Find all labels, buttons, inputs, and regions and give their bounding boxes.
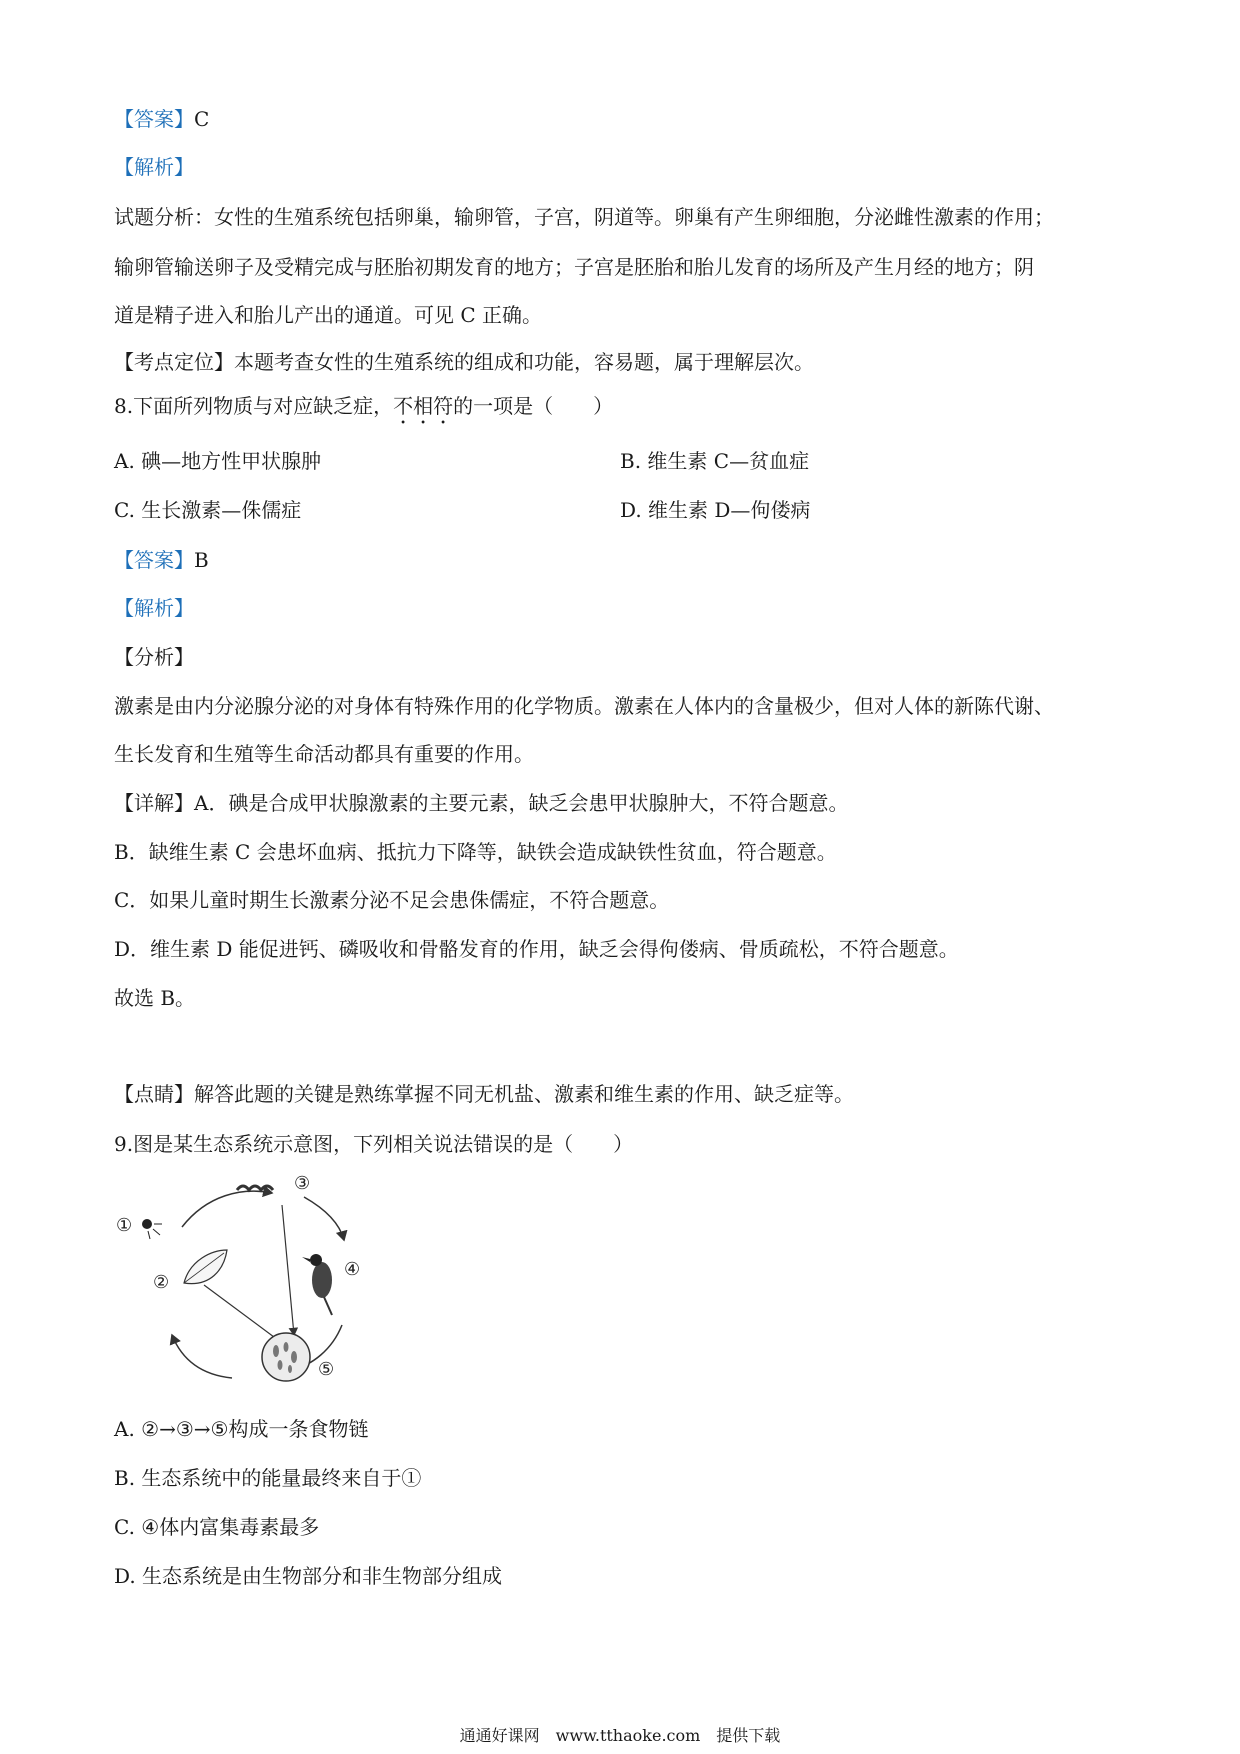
- answer-tag: 【答案】: [114, 548, 194, 572]
- answer-value: C: [194, 107, 210, 131]
- ecosystem-diagram: [112, 1165, 372, 1395]
- cycle-arrow: [172, 1335, 232, 1378]
- q8-stem-after: 的一项是（ ）: [453, 394, 614, 418]
- q8-fenxi-line: 激素是由内分泌腺分泌的对身体有特殊作用的化学物质。激素在人体内的含量极少，但对人体的新陈代谢、: [114, 694, 1054, 718]
- q8-fenxi-line: 生长发育和生殖等生命活动都具有重要的作用。: [114, 742, 534, 766]
- q8-analysis-tag: 【解析】: [114, 596, 194, 620]
- q7-analysis-tag: 【解析】: [114, 155, 194, 179]
- q8-detail-line: C．如果儿童时期生长激素分泌不足会患侏儒症，不符合题意。: [114, 888, 670, 912]
- sun-icon: [142, 1219, 152, 1229]
- answer-tag: 【答案】: [114, 107, 194, 131]
- q8-fenxi-tag: 【分析】: [114, 645, 194, 669]
- q8-option-d: D. 维生素 D—佝偻病: [620, 498, 811, 522]
- q8-dianjing-line: 【点睛】解答此题的关键是熟练掌握不同无机盐、激素和维生素的作用、缺乏症等。: [114, 1082, 854, 1106]
- q7-answer-line: [114, 105, 209, 133]
- q9-option-c: C. ④体内富集毒素最多: [114, 1515, 320, 1539]
- q8-stem: [114, 392, 613, 429]
- q8-detail-line: B．缺维生素 C 会患坏血病、抵抗力下降等，缺铁会造成缺铁性贫血，符合题意。: [114, 840, 837, 864]
- q9-option-a: A. ②→③→⑤构成一条食物链: [114, 1417, 369, 1441]
- cycle-arrow: [182, 1191, 272, 1227]
- q9-stem: 9.图是某生态系统示意图，下列相关说法错误的是（ ）: [114, 1132, 634, 1156]
- q7-point-line: 【考点定位】本题考查女性的生殖系统的组成和功能，容易题，属于理解层次。: [114, 350, 814, 374]
- q8-stem-before: 8.下面所列物质与对应缺乏症，: [114, 394, 394, 418]
- q9-option-b: B. 生态系统中的能量最终来自于①: [114, 1466, 422, 1490]
- q8-option-b: B. 维生素 C—贫血症: [620, 449, 810, 473]
- answer-value: B: [194, 548, 209, 572]
- decomposer-icon: [262, 1333, 310, 1381]
- q7-analysis-line: 道是精子进入和胎儿产出的通道。可见 C 正确。: [114, 303, 543, 327]
- q8-option-c: C. 生长激素—侏儒症: [114, 498, 302, 522]
- bird-icon: [302, 1254, 332, 1315]
- q8-detail-line: D．维生素 D 能促进钙、磷吸收和骨骼发育的作用，缺乏会得佝偻病、骨质疏松，不符合题意。: [114, 937, 959, 961]
- flow-arrow: [204, 1285, 282, 1343]
- label-2: ②: [153, 1272, 170, 1293]
- q8-detail-line: 【详解】A．碘是合成甲状腺激素的主要元素，缺乏会患甲状腺肿大，不符合题意。: [114, 791, 849, 815]
- cycle-arrow: [304, 1197, 344, 1240]
- q8-stem-emphasis: 不相符: [393, 394, 454, 418]
- q7-analysis-line: 输卵管输送卵子及受精完成与胚胎初期发育的地方；子宫是胚胎和胎儿发育的场所及产生月经的地方；阴: [114, 255, 1034, 279]
- label-4: ④: [344, 1259, 361, 1280]
- flow-arrow: [282, 1205, 294, 1335]
- q8-detail-line: 故选 B。: [114, 986, 196, 1010]
- q9-option-d: D. 生态系统是由生物部分和非生物部分组成: [114, 1564, 503, 1588]
- page-footer: 通通好课网 www.tthaoke.com 提供下载: [459, 1726, 781, 1745]
- q8-answer-line: [114, 546, 209, 574]
- q7-analysis-line: 试题分析：女性的生殖系统包括卵巢，输卵管，子宫，阴道等。卵巢有产生卵细胞，分泌雌性激素的作用；: [114, 205, 1054, 229]
- label-3: ③: [294, 1173, 311, 1194]
- caterpillar-icon: [237, 1186, 273, 1190]
- label-5: ⑤: [318, 1359, 335, 1380]
- label-1: ①: [116, 1215, 133, 1236]
- q8-option-a: A. 碘—地方性甲状腺肿: [114, 449, 322, 473]
